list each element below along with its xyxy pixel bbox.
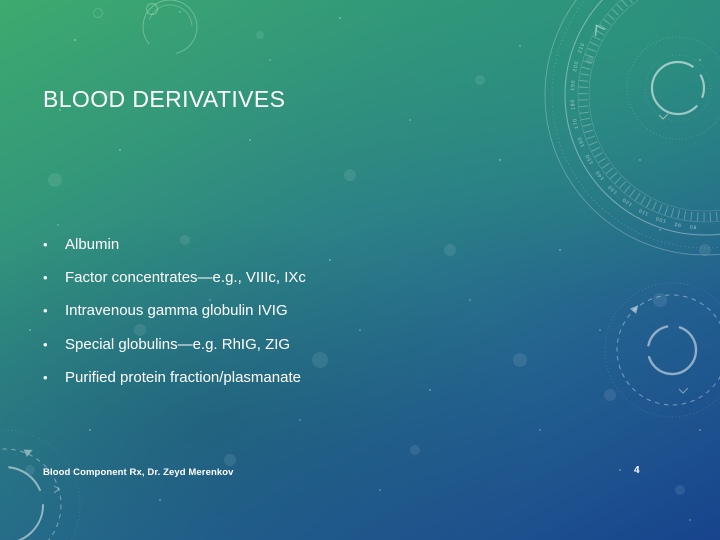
chevron-right-icon — [54, 486, 59, 493]
page-number: 4 — [634, 465, 640, 476]
list-item — [43, 294, 306, 327]
bullet-list — [43, 228, 306, 394]
chevron-down-icon — [659, 114, 668, 119]
dial-numbers: 80 90 100 110 120 130 140 150 160 170 180 190 200 210 — [569, 41, 697, 230]
chevron-down-icon — [679, 388, 688, 393]
bullet-text: Special globulins—e.g. RhIG, ZIG — [65, 335, 291, 353]
dial-ornament — [545, 0, 720, 255]
bullet-icon: • — [43, 336, 48, 352]
bullet-text: Factor concentrates—e.g., VIIIc, IXc — [65, 269, 306, 287]
bullet-icon: • — [43, 369, 48, 385]
ring-ornament-bottom-right — [605, 283, 720, 417]
list-item — [43, 261, 306, 294]
slide-title: BLOOD DERIVATIVES — [43, 86, 286, 112]
ring-ornament-bottom-left — [0, 430, 80, 540]
arrow-up-icon — [591, 23, 605, 36]
list-item — [43, 361, 306, 394]
list-item — [43, 328, 306, 361]
circle-ornament-top-left — [94, 0, 209, 65]
arrow-icon — [24, 446, 35, 457]
bullet-icon: • — [43, 237, 48, 253]
bullet-text: Purified protein fraction/plasmanate — [65, 368, 301, 386]
bullet-icon: • — [43, 303, 48, 319]
bullet-text: Intravenous gamma globulin IVIG — [65, 302, 288, 320]
arrow-icon — [630, 303, 641, 314]
bullet-text: Albumin — [65, 236, 120, 254]
bullet-icon: • — [43, 270, 48, 286]
list-item — [43, 228, 306, 261]
footer-text: Blood Component Rx, Dr. Zeyd Merenkov — [43, 467, 234, 478]
